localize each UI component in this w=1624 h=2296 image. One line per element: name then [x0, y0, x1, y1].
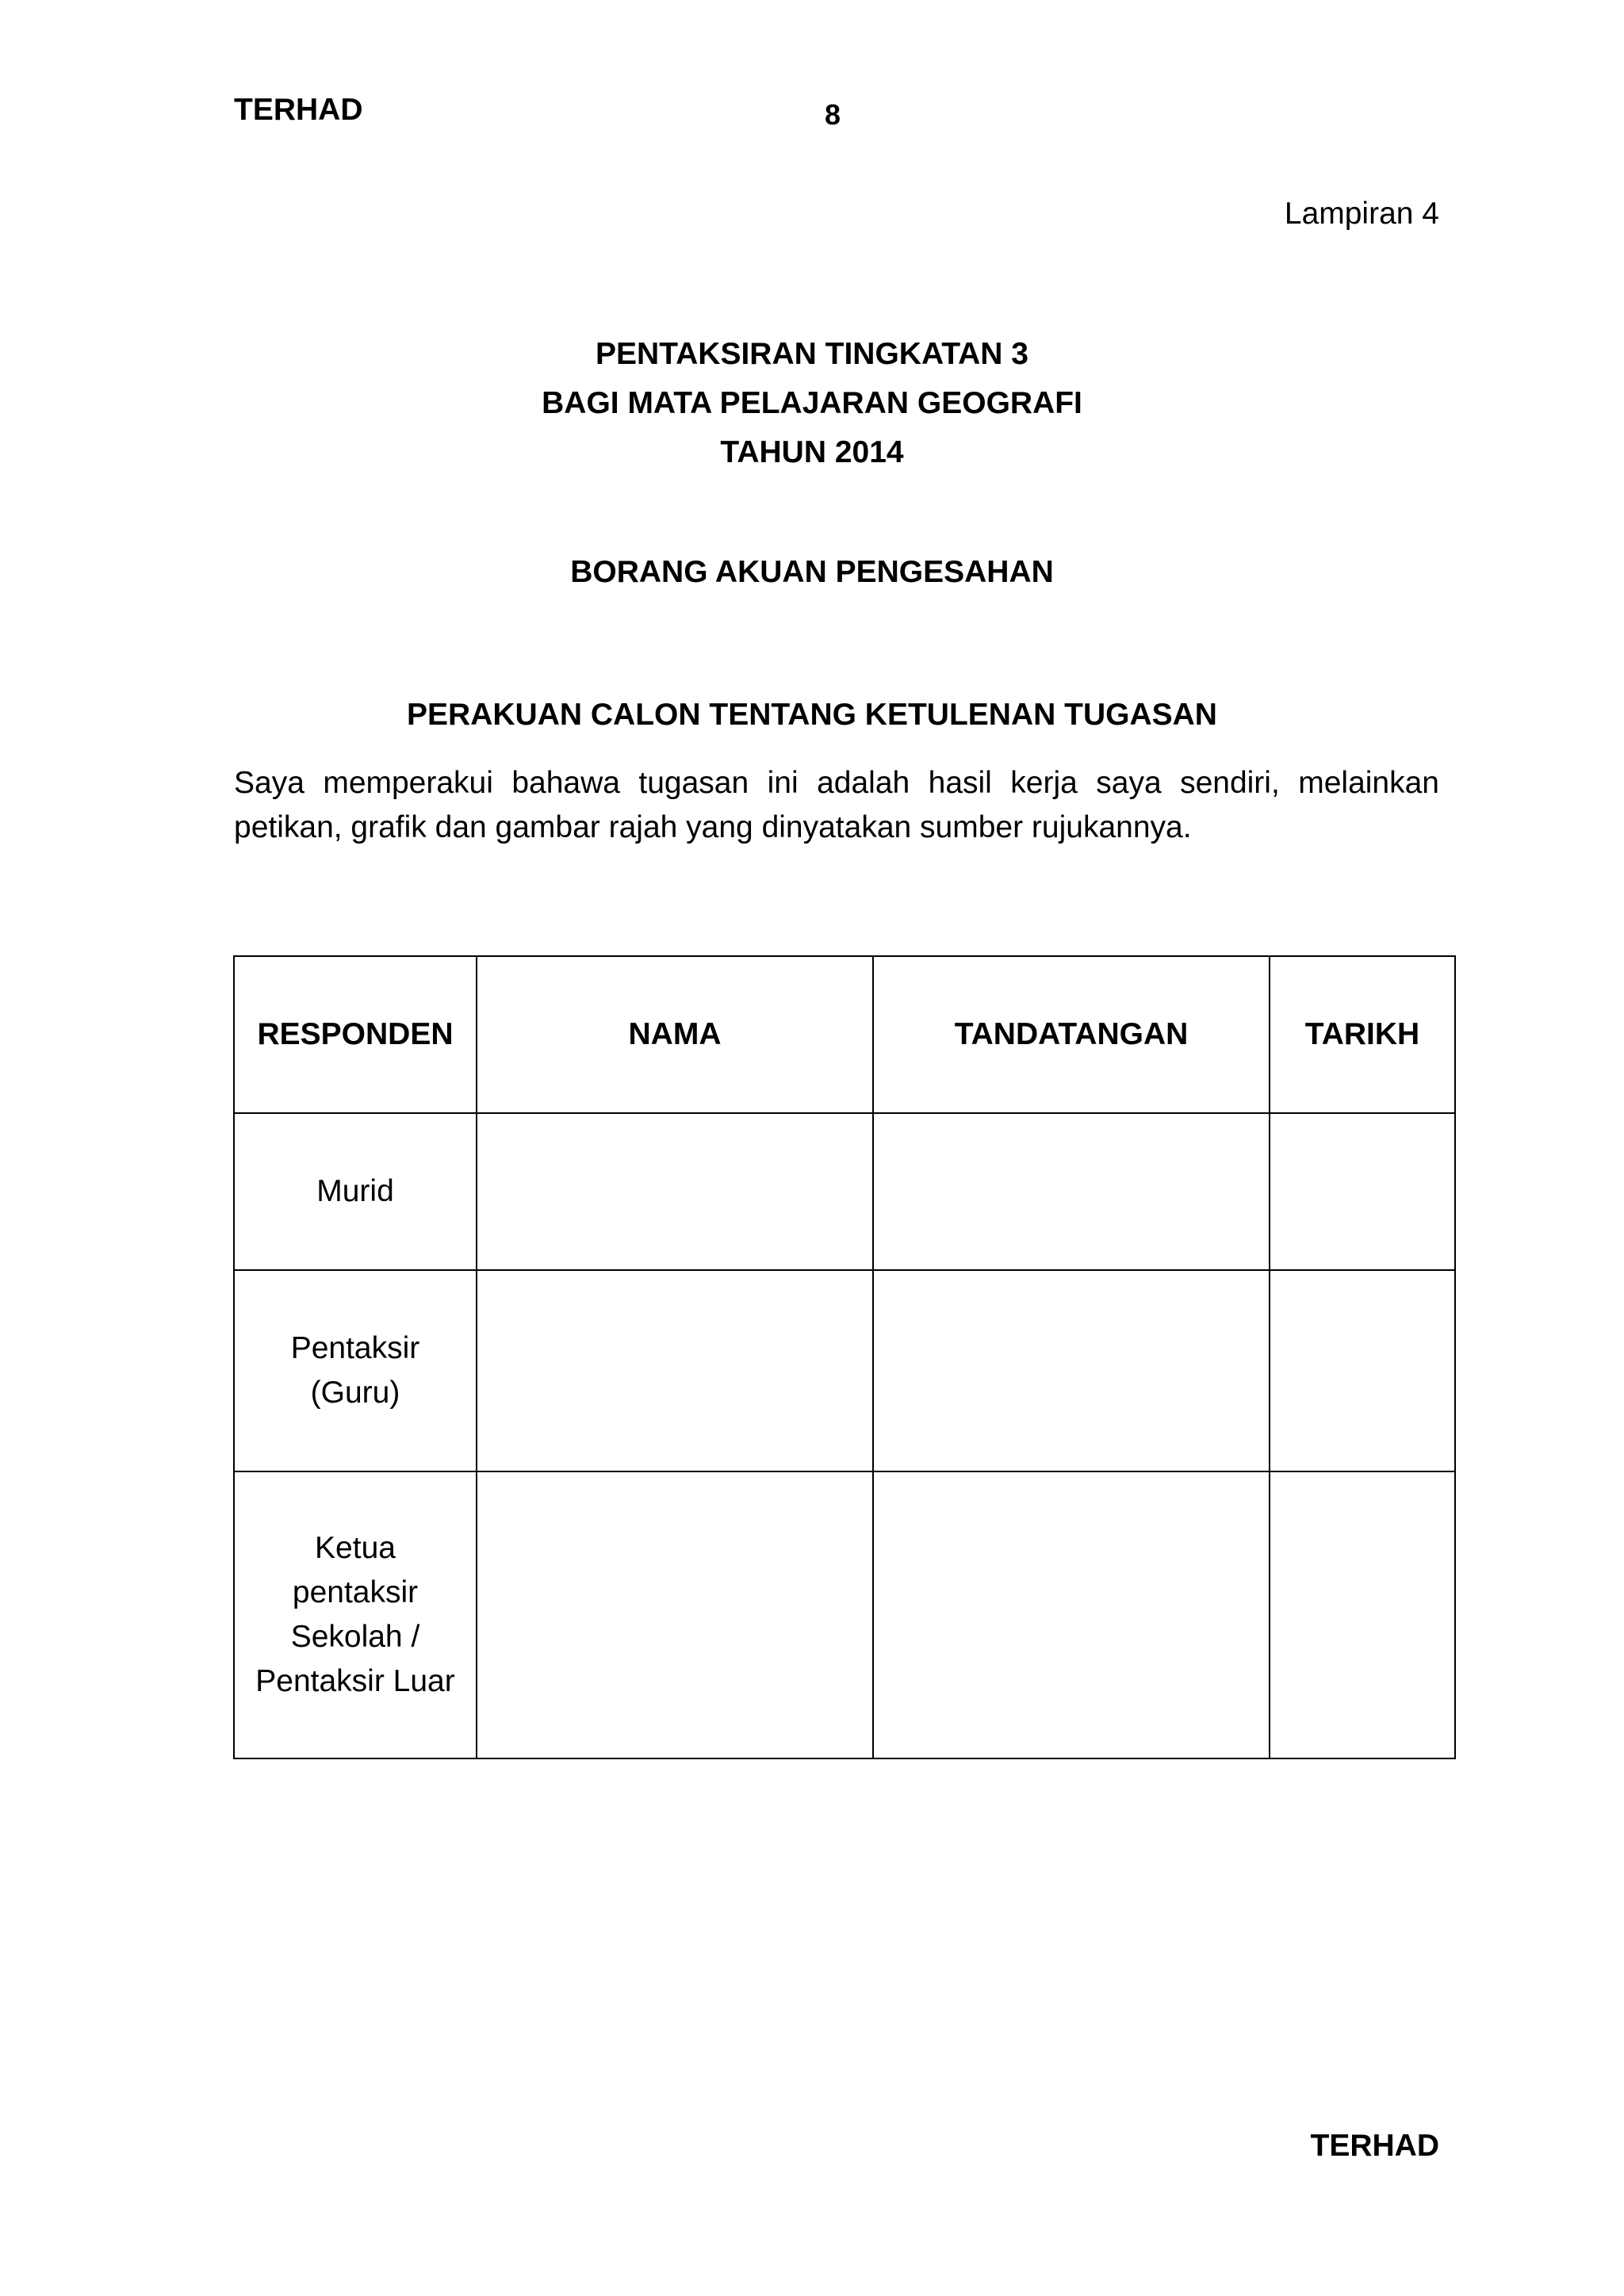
responden-label: pentaksir	[292, 1575, 419, 1609]
responden-label: (Guru)	[310, 1376, 400, 1410]
document-title-line-1: PENTAKSIRAN TINGKATAN 3	[596, 337, 1028, 371]
responden-label: Ketua	[315, 1531, 396, 1565]
responden-cell	[234, 1270, 477, 1471]
tandatangan-cell[interactable]	[873, 1471, 1270, 1758]
nama-cell[interactable]	[477, 1471, 873, 1758]
tandatangan-cell[interactable]	[873, 1270, 1270, 1471]
responden-label: Pentaksir Luar	[255, 1664, 455, 1698]
tarikh-cell[interactable]	[1270, 1270, 1455, 1471]
responden-label: Murid	[316, 1174, 394, 1208]
tarikh-cell[interactable]	[1270, 1113, 1455, 1270]
header-tarikh: TARIKH	[1270, 956, 1455, 1113]
section-title: PERAKUAN CALON TENTANG KETULENAN TUGASAN	[407, 698, 1217, 732]
attachment-label: Lampiran 4	[1284, 197, 1439, 231]
responden-label: Sekolah /	[290, 1620, 420, 1654]
header-nama: NAMA	[477, 956, 873, 1113]
document-title-line-3: TAHUN 2014	[720, 435, 904, 469]
table-row	[234, 1113, 1455, 1270]
table-header-row	[234, 956, 1455, 1113]
verification-table	[233, 955, 1456, 1759]
document-title-line-2: BAGI MATA PELAJARAN GEOGRAFI	[542, 386, 1082, 420]
classification-footer: TERHAD	[1310, 2129, 1439, 2163]
form-title: BORANG AKUAN PENGESAHAN	[570, 555, 1054, 589]
nama-cell[interactable]	[477, 1113, 873, 1270]
header-tandatangan: TANDATANGAN	[873, 956, 1270, 1113]
tandatangan-cell[interactable]	[873, 1113, 1270, 1270]
page-number: 8	[824, 98, 841, 131]
nama-cell[interactable]	[477, 1270, 873, 1471]
declaration-statement: Saya memperakui bahawa tugasan ini adalah hasil kerja saya sendiri, melainkan petikan, grafik dan gambar rajah yang dinyatakan sumber rujukannya.	[234, 766, 1439, 844]
responden-cell	[234, 1471, 477, 1758]
responden-cell	[234, 1113, 477, 1270]
tarikh-cell[interactable]	[1270, 1471, 1455, 1758]
header-responden: RESPONDEN	[234, 956, 477, 1113]
table-row	[234, 1471, 1455, 1758]
table-row	[234, 1270, 1455, 1471]
classification-header: TERHAD	[234, 93, 363, 127]
responden-label: Pentaksir	[290, 1331, 420, 1365]
